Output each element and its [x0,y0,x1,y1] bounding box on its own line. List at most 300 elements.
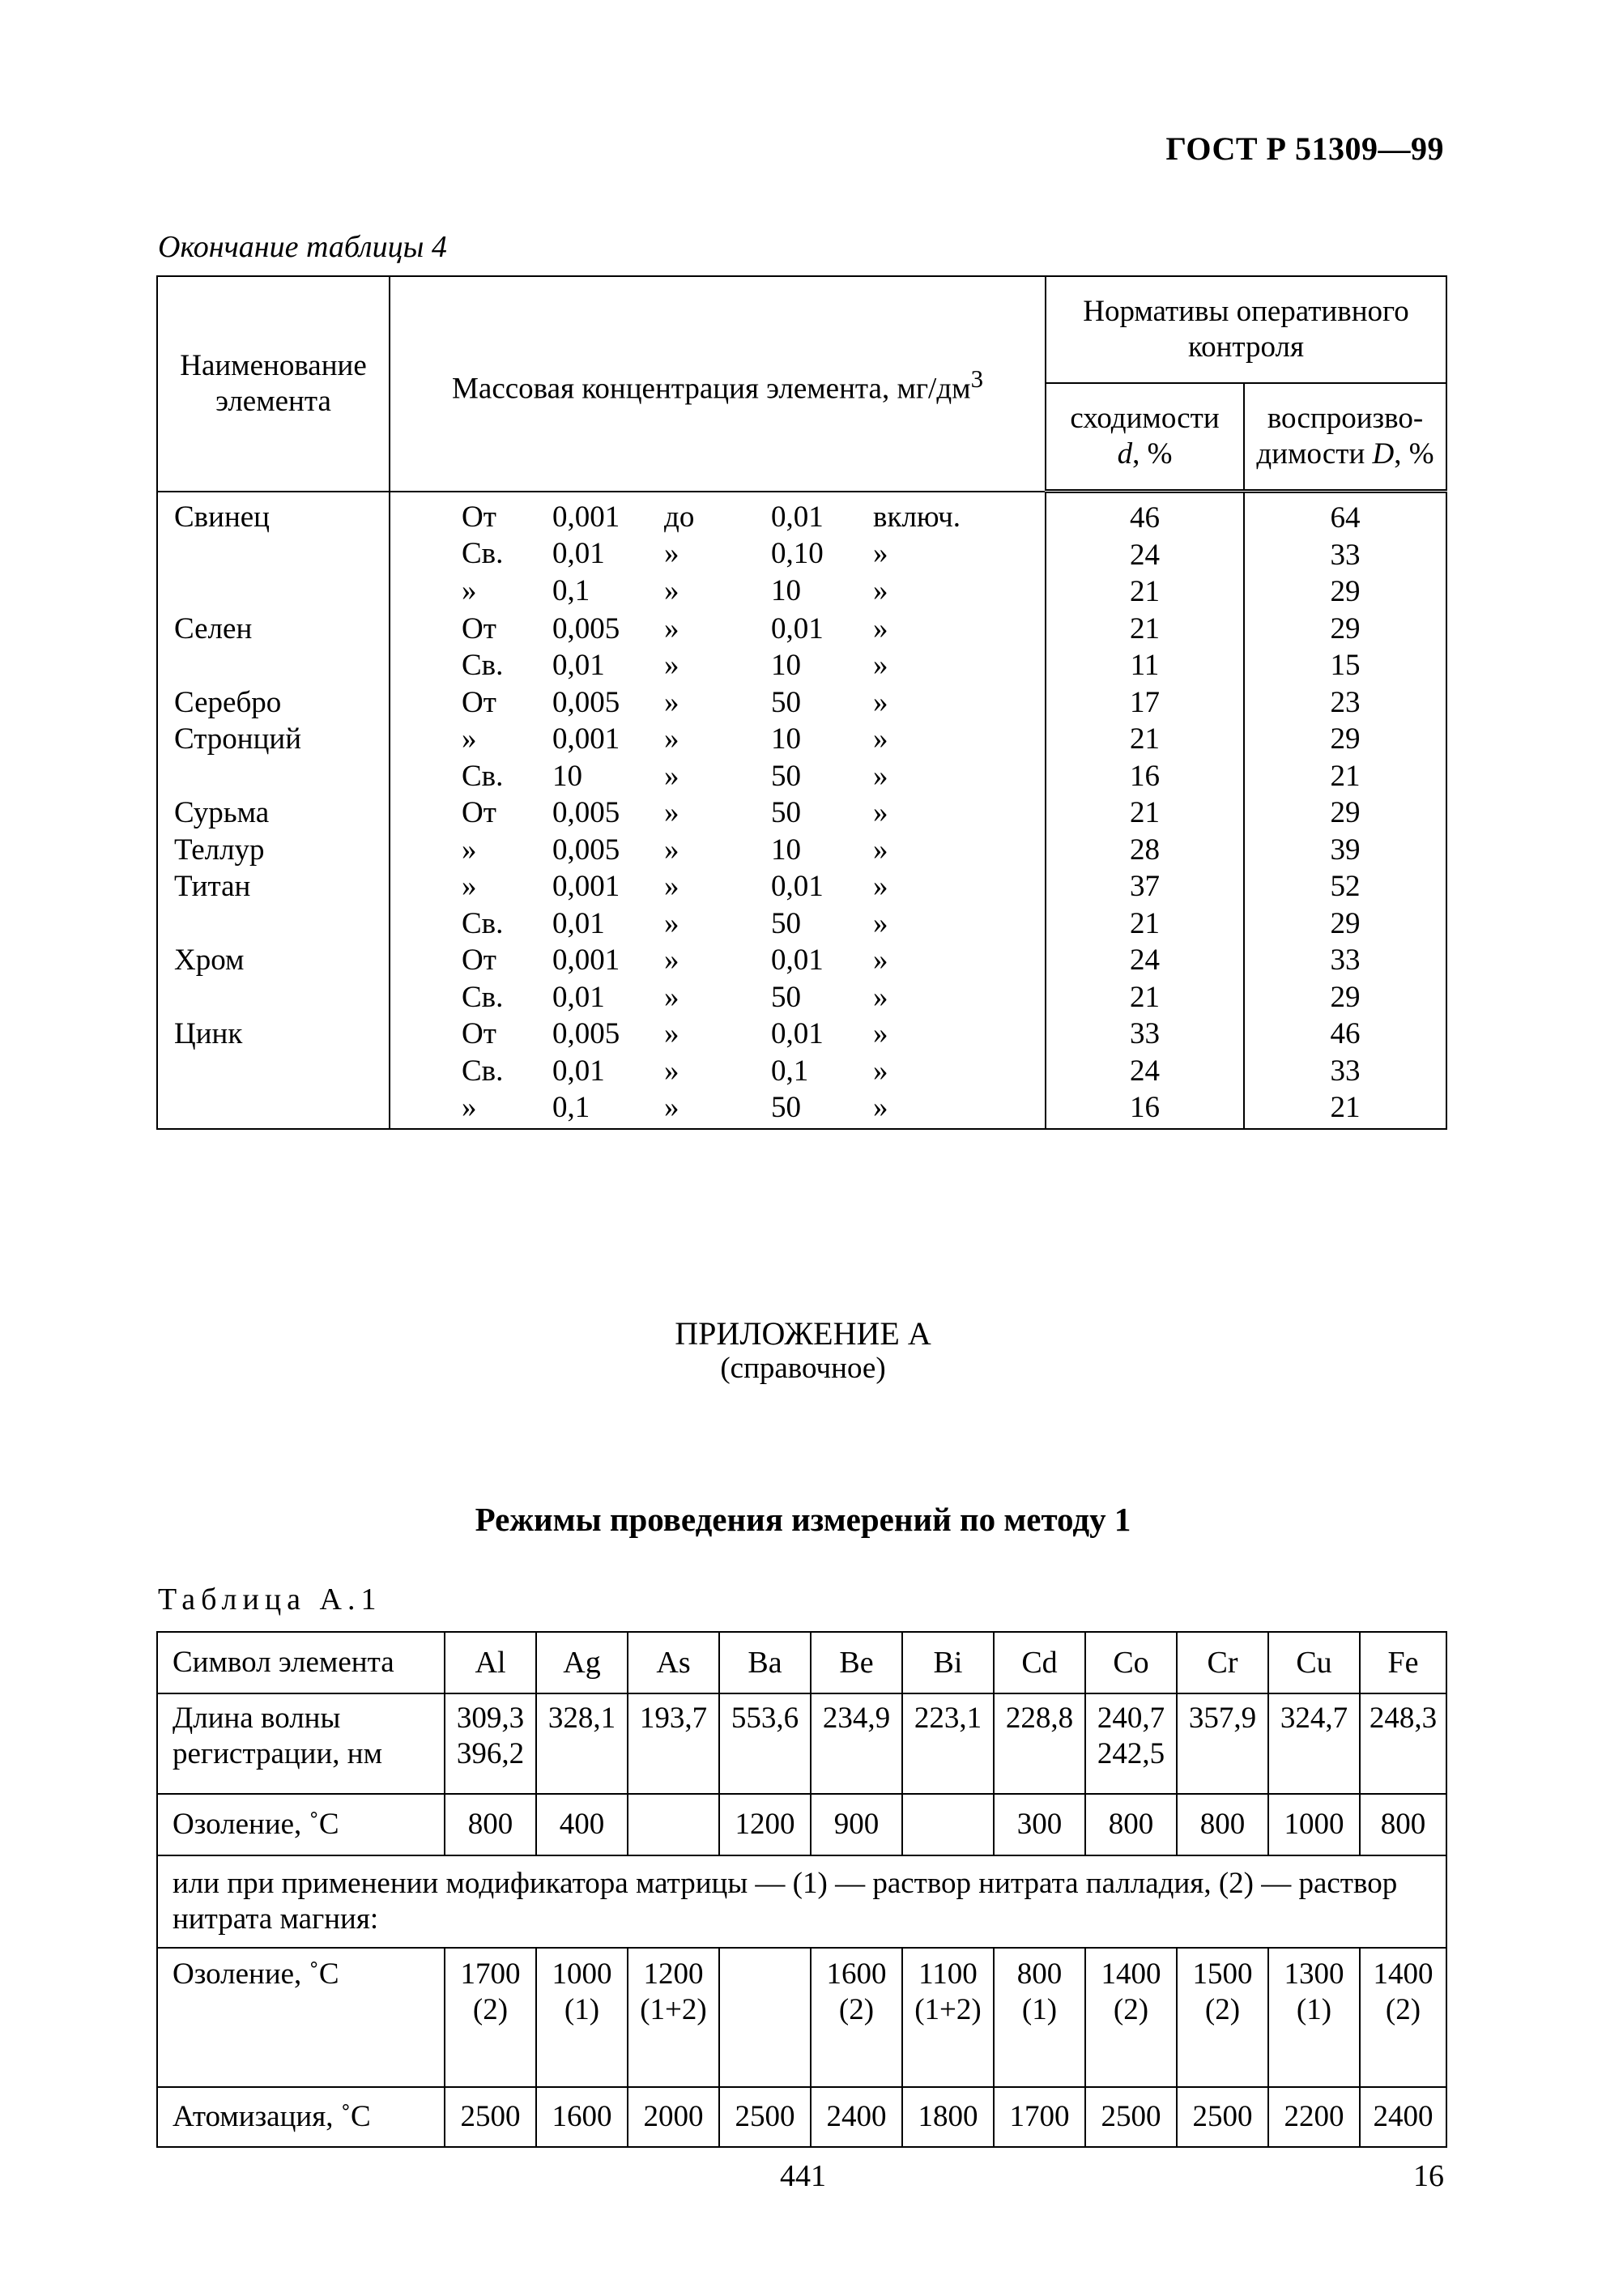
range-token: 10 [771,833,801,867]
range-token: » [462,833,477,867]
ashing-modifier-value: 1200 [643,1957,704,1991]
range-token: Св. [462,649,504,682]
range-token: » [873,611,888,645]
convergence-value: 24 [1130,1054,1160,1088]
wavelength-cell [902,1693,994,1794]
element-name: Серебро [157,684,390,722]
range-token: » [664,796,679,829]
range-token: » [664,611,679,645]
wavelength-value: 234,9 [822,1702,891,1735]
label-ashing-modifier: Озоление, ˚С [157,1948,445,2087]
ashing-modifier-cell [1085,1948,1177,2087]
range-token: включ. [873,500,961,534]
ashing-modifier-cell [1177,1948,1268,2087]
range-line [390,758,1045,795]
element-symbol: Al [445,1632,536,1693]
ashing-modifier-cell [719,1948,811,2087]
convergence-value: 24 [1130,944,1160,977]
reproducibility-value: 21 [1330,759,1361,793]
wavelength-value: 357,9 [1188,1702,1257,1735]
range-token: 50 [771,980,801,1014]
range-token: 50 [771,906,801,940]
reproducibility-value: 33 [1330,538,1361,572]
range-token: » [462,1091,477,1124]
range-token: 0,005 [552,796,620,829]
convergence-value: 17 [1130,685,1160,719]
range-token: Св. [462,906,504,940]
convergence-value: 21 [1130,980,1160,1014]
reproducibility-unit: , % [1394,437,1434,471]
range-token: 10 [771,722,801,756]
convergence-label: сходимости [1070,402,1220,435]
reproducibility-value: 21 [1330,1091,1361,1124]
atomization-value: 1600 [536,2087,628,2147]
wavelength-value: 193,7 [639,1702,708,1735]
wavelength-cell [1085,1693,1177,1794]
range-token: » [873,833,888,867]
ashing-modifier-value: 1100 [918,1957,978,1991]
reproducibility-values [1244,832,1446,869]
range-token: » [462,870,477,903]
wavelength-value: 328,1 [547,1702,616,1735]
range-token: » [664,573,679,607]
reproducibility-values [1244,868,1446,942]
reproducibility-value: 46 [1330,1017,1361,1050]
modifier-note: или при применении модификатора матрицы — (1) — раствор нитрата палладия, (2) — раствор нитрата магния: [157,1855,1446,1948]
range-token: » [462,573,477,607]
range-token: 0,01 [552,1054,605,1088]
concentration-range [390,611,1046,684]
range-token: » [664,722,679,756]
convergence-values [1046,721,1244,794]
range-token: Св. [462,759,504,793]
ashing-modifier-value: (1+2) [914,1993,982,2026]
convergence-value: 46 [1130,501,1160,535]
range-token: » [664,1017,679,1050]
reproducibility-symbol: D [1372,437,1395,471]
tableA1 [156,1631,1447,2148]
concentration-range [390,794,1046,832]
range-token: » [664,649,679,682]
reproducibility-value: 29 [1330,906,1361,940]
appendix-title: ПРИЛОЖЕНИЕ А [675,1315,931,1352]
convergence-value: 33 [1130,1017,1160,1050]
range-token: 10 [771,649,801,682]
table-row [157,684,1446,722]
range-line [390,535,1045,573]
element-symbol: Ag [536,1632,628,1693]
ashing-value: 1200 [719,1794,811,1855]
ashing-modifier-value: (2) [1385,1993,1421,2026]
element-name: Свинец [157,492,390,611]
convergence-values [1046,942,1244,1016]
ashing-value [628,1794,719,1855]
range-token: » [873,1054,888,1088]
range-token: » [873,870,888,903]
range-line [390,573,1045,610]
ashing-modifier-cell [628,1948,719,2087]
reproducibility-value: 15 [1330,649,1361,682]
ashing-modifier-cell [902,1948,994,2087]
range-token: 0,01 [771,611,824,645]
ashing-value: 800 [1360,1794,1446,1855]
ashing-modifier-cell [445,1948,536,2087]
element-symbol: Cd [994,1632,1085,1693]
range-token: » [664,870,679,903]
label-element-symbol: Символ элемента [157,1632,445,1693]
range-token: От [462,611,496,645]
range-token: 10 [771,573,801,607]
element-symbol: Ba [719,1632,811,1693]
atomization-value: 2500 [1177,2087,1268,2147]
convergence-value: 21 [1130,796,1160,829]
range-token: » [873,1017,888,1050]
range-token: » [664,759,679,793]
range-token: 0,01 [552,537,605,570]
range-token: » [664,537,679,570]
reproducibility-value: 23 [1330,685,1361,719]
convergence-unit: , % [1132,437,1173,471]
element-symbol: Cr [1177,1632,1268,1693]
convergence-value: 16 [1130,759,1160,793]
reproducibility-value: 29 [1330,796,1361,829]
ashing-modifier-value: 1000 [552,1957,612,1991]
element-name: Хром [157,942,390,1016]
convergence-values [1046,611,1244,684]
reproducibility-value: 29 [1330,611,1361,645]
range-line [390,794,1045,832]
element-symbol: As [628,1632,719,1693]
range-line [390,1016,1045,1053]
element-name: Стронций [157,721,390,794]
reproducibility-values [1244,492,1446,611]
wavelength-cell [1360,1693,1446,1794]
range-token: От [462,796,496,829]
range-token: 0,001 [552,944,620,977]
ashing-modifier-value: (2) [472,1993,509,2026]
range-token: 10 [552,759,582,793]
convergence-values [1046,684,1244,722]
wavelength-cell [1177,1693,1268,1794]
range-token: » [873,796,888,829]
atomization-value: 2400 [811,2087,902,2147]
range-token: От [462,1017,496,1050]
range-token: От [462,685,496,719]
range-token: » [873,759,888,793]
wavelength-value: 228,8 [1005,1702,1074,1735]
ashing-modifier-value: (2) [1204,1993,1241,2026]
convergence-values [1046,1016,1244,1129]
ashing-modifier-cell [1268,1948,1360,2087]
range-token: » [664,906,679,940]
concentration-range [390,1016,1046,1129]
convergence-symbol: d [1117,437,1133,471]
range-line [390,1053,1045,1090]
wavelength-cell [994,1693,1085,1794]
element-symbol: Co [1085,1632,1177,1693]
range-token: 0,1 [771,1054,809,1088]
reproducibility-value: 64 [1330,501,1361,535]
convergence-value: 24 [1130,538,1160,572]
ashing-modifier-value: (2) [1113,1993,1149,2026]
atomization-value: 2000 [628,2087,719,2147]
range-line [390,611,1045,648]
convergence-value: 21 [1130,575,1160,608]
ashing-value: 800 [1085,1794,1177,1855]
sheet-number: 16 [1413,2159,1444,2193]
range-token: » [873,649,888,682]
convergence-value: 21 [1130,611,1160,645]
col-header-element-name: Наименование элемента [157,276,390,492]
range-token: 0,01 [771,1017,824,1050]
concentration-range [390,868,1046,942]
range-line [390,832,1045,869]
appendix-subtitle: (справочное) [720,1352,886,1385]
ashing-modifier-cell [536,1948,628,2087]
concentration-range [390,492,1046,611]
convergence-value: 21 [1130,722,1160,756]
range-token: » [873,537,888,570]
reproducibility-values [1244,942,1446,1016]
ashing-modifier-value: 1300 [1284,1957,1344,1991]
row-wavelength [157,1693,1446,1794]
atomization-value: 2500 [719,2087,811,2147]
reproducibility-values [1244,794,1446,832]
col-header-concentration [390,276,1046,492]
table-row [157,611,1446,684]
range-line [390,942,1045,979]
reproducibility-values [1244,721,1446,794]
range-line [390,721,1045,758]
col-header-reproducibility [1244,383,1446,492]
concentration-range [390,721,1046,794]
reproducibility-value: 29 [1330,722,1361,756]
element-symbol: Cu [1268,1632,1360,1693]
wavelength-cell [536,1693,628,1794]
table-row [157,1016,1446,1129]
wavelength-value: 324,7 [1280,1702,1348,1735]
range-token: 0,005 [552,1017,620,1050]
tableA1-caption: Таблица А.1 [158,1582,382,1617]
range-token: 0,005 [552,833,620,867]
ashing-modifier-value: (1+2) [640,1993,707,2026]
range-token: » [664,685,679,719]
wavelength-value: 223,1 [914,1702,982,1735]
atomization-value: 2200 [1268,2087,1360,2147]
reproducibility-values [1244,1016,1446,1129]
convergence-value: 11 [1130,649,1160,682]
wavelength-cell [1268,1693,1360,1794]
element-name: Теллур [157,832,390,869]
ashing-modifier-value: (1) [1296,1993,1332,2026]
ashing-modifier-value: 1700 [460,1957,521,1991]
table4 [156,275,1447,1130]
ashing-modifier-value: (1) [564,1993,600,2026]
ashing-modifier-value: 1400 [1373,1957,1433,1991]
range-token: 0,001 [552,870,620,903]
range-token: » [664,1091,679,1124]
range-token: » [664,980,679,1014]
range-line [390,905,1045,943]
table-row [157,492,1446,611]
page-number: 441 [780,2159,826,2193]
wavelength-value: 553,6 [731,1702,799,1735]
atomization-value: 2500 [1085,2087,1177,2147]
reproducibility-label: воспроизво-димости [1256,402,1424,471]
range-token: » [873,944,888,977]
range-token: 50 [771,685,801,719]
range-token: » [664,1054,679,1088]
convergence-value: 37 [1130,870,1160,903]
element-name: Селен [157,611,390,684]
element-name: Цинк [157,1016,390,1129]
range-token: » [873,573,888,607]
element-symbol: Be [811,1632,902,1693]
label-ashing: Озоление, ˚С [157,1794,445,1855]
convergence-values [1046,794,1244,832]
range-line [390,979,1045,1016]
reproducibility-value: 29 [1330,980,1361,1014]
range-token: 0,01 [771,500,824,534]
wavelength-value: 248,3 [1369,1702,1438,1735]
ashing-value: 400 [536,1794,628,1855]
range-token: » [873,980,888,1014]
range-line [390,1089,1045,1127]
reproducibility-value: 33 [1330,944,1361,977]
concentration-range [390,832,1046,869]
wavelength-cell [628,1693,719,1794]
table-row [157,832,1446,869]
concentration-range [390,684,1046,722]
table-row [157,794,1446,832]
range-token: 0,01 [552,980,605,1014]
table4-body [157,492,1446,1129]
convergence-values [1046,832,1244,869]
ashing-value: 300 [994,1794,1085,1855]
element-name: Титан [157,868,390,942]
range-token: » [664,944,679,977]
range-token: 0,001 [552,722,620,756]
reproducibility-values [1244,684,1446,722]
range-token: » [873,685,888,719]
ashing-modifier-value: 800 [1016,1957,1063,1991]
range-line [390,499,1045,536]
wavelength-value: 240,7 [1097,1702,1165,1735]
ashing-value: 800 [1177,1794,1268,1855]
range-line [390,868,1045,905]
range-token: 50 [771,796,801,829]
range-token: 0,10 [771,537,824,570]
range-token: 0,1 [552,1091,590,1124]
atomization-value: 1800 [902,2087,994,2147]
range-token: Св. [462,980,504,1014]
range-token: » [462,722,477,756]
ashing-value: 900 [811,1794,902,1855]
atomization-value: 2500 [445,2087,536,2147]
range-token: до [664,500,695,534]
ashing-modifier-value: 1400 [1101,1957,1161,1991]
col-header-convergence [1046,383,1244,492]
range-token: От [462,944,496,977]
range-token: » [873,1091,888,1124]
row-modifier-note [157,1855,1446,1948]
reproducibility-values [1244,611,1446,684]
wavelength-cell [719,1693,811,1794]
document-designation: ГОСТ Р 51309—99 [1165,130,1444,167]
table-row [157,942,1446,1016]
ashing-modifier-value: (1) [1021,1993,1058,2026]
col-header-concentration-text: Массовая концентрация элемента, мг/дм [452,371,971,405]
row-ashing [157,1794,1446,1855]
ashing-modifier-value: (2) [838,1993,875,2026]
label-atomization: Атомизация, ˚С [157,2087,445,2147]
wavelength-cell [811,1693,902,1794]
range-token: 50 [771,1091,801,1124]
table4-caption: Окончание таблицы 4 [158,230,447,264]
reproducibility-value: 39 [1330,833,1361,867]
row-element-symbols [157,1632,1446,1693]
atomization-value: 2400 [1360,2087,1446,2147]
convergence-value: 28 [1130,833,1160,867]
range-token: 0,1 [552,573,590,607]
atomization-value: 1700 [994,2087,1085,2147]
wavelength-cell [445,1693,536,1794]
label-wavelength: Длина волны регистрации, нм [157,1693,445,1794]
wavelength-value: 396,2 [456,1737,525,1770]
ashing-value [902,1794,994,1855]
ashing-modifier-cell [994,1948,1085,2087]
range-token: 0,005 [552,685,620,719]
reproducibility-value: 29 [1330,575,1361,608]
col-header-concentration-sup: 3 [970,364,983,393]
table-row [157,868,1446,942]
concentration-range [390,942,1046,1016]
range-token: » [873,906,888,940]
reproducibility-value: 52 [1330,870,1361,903]
range-token: 0,01 [552,649,605,682]
range-token: 0,005 [552,611,620,645]
ashing-value: 1000 [1268,1794,1360,1855]
range-token: » [664,833,679,867]
wavelength-value: 309,3 [456,1702,525,1735]
table-row [157,721,1446,794]
range-token: 0,01 [771,944,824,977]
range-line [390,684,1045,722]
element-name: Сурьма [157,794,390,832]
col-header-control-norms: Нормативы оперативного контроля [1046,276,1446,383]
range-token: От [462,500,496,534]
row-atomization [157,2087,1446,2147]
wavelength-value: 242,5 [1097,1737,1165,1770]
element-symbol: Fe [1360,1632,1446,1693]
reproducibility-value: 33 [1330,1054,1361,1088]
range-token: Св. [462,537,504,570]
range-token: 0,01 [552,906,605,940]
range-token: 0,001 [552,500,620,534]
ashing-value: 800 [445,1794,536,1855]
convergence-value: 16 [1130,1091,1160,1124]
ashing-modifier-cell [811,1948,902,2087]
section-title: Режимы проведения измерений по методу 1 [475,1501,1131,1538]
range-token: 0,01 [771,870,824,903]
convergence-values [1046,868,1244,942]
row-ashing-modifier [157,1948,1446,2087]
ashing-modifier-value: 1500 [1192,1957,1253,1991]
range-token: Св. [462,1054,504,1088]
range-line [390,647,1045,684]
convergence-value: 21 [1130,906,1160,940]
ashing-modifier-cell [1360,1948,1446,2087]
